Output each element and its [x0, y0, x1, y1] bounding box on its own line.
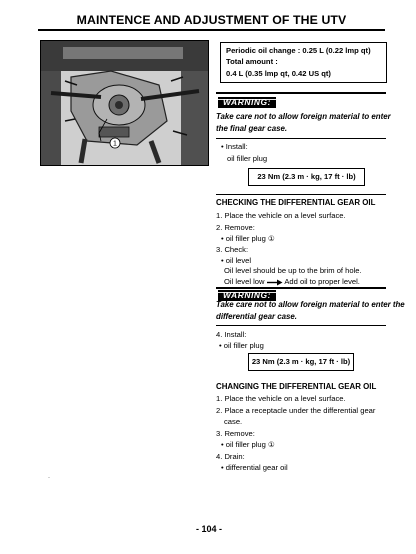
- svg-text:1: 1: [113, 140, 117, 148]
- oil-capacity-box: [220, 42, 387, 83]
- install-item: oil filler plug: [227, 154, 268, 163]
- install-label: • Install:: [221, 142, 248, 151]
- torque-spec-box: 23 Nm (2.3 m · kg, 17 ft · lb): [248, 168, 365, 186]
- warning-rule-bottom: [216, 325, 386, 326]
- page-number: - 104 -: [196, 524, 223, 534]
- torque-spec-box: 23 Nm (2.3 m · kg, 17 ft · lb): [248, 353, 354, 371]
- step-text: 3. Check:: [216, 245, 249, 254]
- step-item: • differential gear oil: [221, 463, 288, 472]
- warning-text: Take care not to allow foreign material to enter: [216, 112, 391, 121]
- section-title-changing: CHANGING THE DIFFERENTIAL GEAR OIL: [216, 382, 377, 391]
- differential-photo: [40, 40, 209, 166]
- step-text: 1. Place the vehicle on a level surface.: [216, 394, 346, 403]
- warning-text: the final gear case.: [216, 124, 288, 133]
- oil-level-low-text: Oil level low: [224, 277, 265, 286]
- total-amount-label: Total amount :: [226, 57, 278, 67]
- header-rule: [38, 29, 385, 31]
- warning-rule-top: [216, 287, 386, 289]
- differential-illustration: [41, 41, 208, 165]
- step-text: 4. Install:: [216, 330, 247, 339]
- stray-mark: ·: [48, 475, 50, 481]
- warning-rule-bottom: [216, 138, 386, 139]
- warning-text: Take care not to allow foreign material to enter the: [216, 300, 405, 309]
- section-rule: [216, 194, 386, 195]
- step-text: 1. Place the vehicle on a level surface.: [216, 211, 346, 220]
- warning-badge: WARNING:: [218, 290, 276, 301]
- periodic-oil-change: Periodic oil change : 0.25 L (0.22 lmp qt): [226, 46, 371, 55]
- warning-badge: WARNING:: [218, 97, 276, 108]
- total-amount-value: 0.4 L (0.35 lmp qt, 0.42 US qt): [226, 68, 331, 78]
- step-item: • oil filler plug ①: [221, 234, 275, 243]
- page-header: MAINTENCE AND ADJUSTMENT OF THE UTV: [76, 13, 347, 27]
- step-text: 2. Place a receptacle under the differential gear: [216, 406, 376, 415]
- step-item: • oil filler plug ①: [221, 440, 275, 449]
- section-title-checking: CHECKING THE DIFFERENTIAL GEAR OIL: [216, 198, 376, 207]
- step-text: 3. Remove:: [216, 429, 255, 438]
- arrow-right-icon: [267, 279, 283, 286]
- warning-rule-top: [216, 92, 386, 94]
- oil-level-low-line: [224, 277, 360, 287]
- step-text: case.: [224, 417, 243, 426]
- step-note: Oil level should be up to the brim of hole.: [224, 266, 362, 275]
- warning-text: differential gear case.: [216, 312, 297, 321]
- step-text: 4. Drain:: [216, 452, 245, 461]
- step-item: • oil filler plug: [219, 341, 264, 350]
- add-oil-text: Add oil to proper level.: [284, 277, 360, 286]
- step-item: • oil level: [221, 256, 252, 265]
- step-text: 2. Remove:: [216, 223, 255, 232]
- callout-marker: [109, 137, 121, 149]
